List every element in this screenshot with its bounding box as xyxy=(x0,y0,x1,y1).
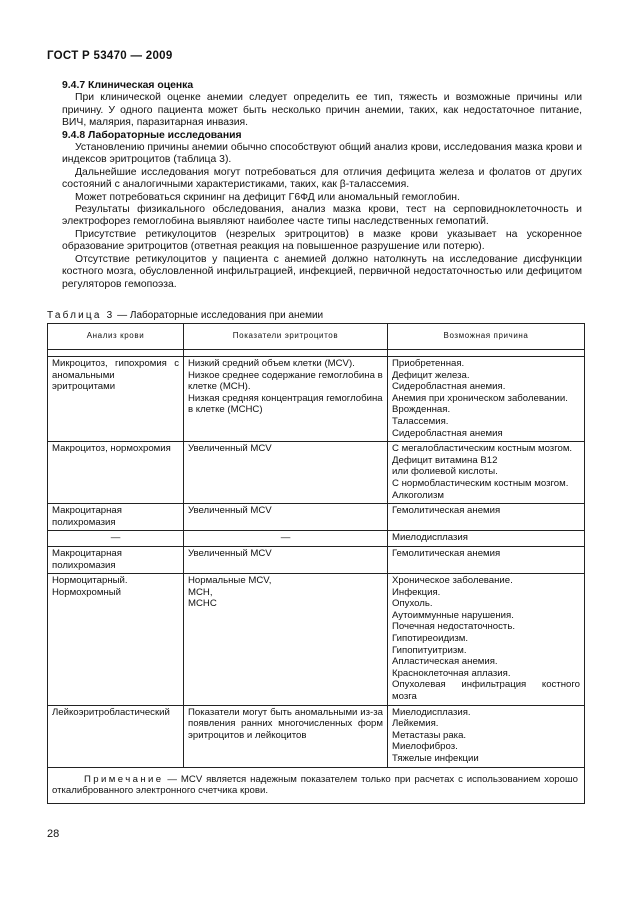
causes-cell xyxy=(388,504,585,531)
cause-line: Инфекция. xyxy=(392,586,441,598)
note-text: — MCV является надежным показателем только при расчетах с использованием хорошо откалиброванного электронного счетчика крови. xyxy=(52,773,578,797)
column-header: Возможная причина xyxy=(388,324,585,350)
indicator-line: Увеличенный MCV xyxy=(188,505,272,517)
cause-line: Гемолитическая анемия xyxy=(392,505,501,517)
causes-cell xyxy=(388,531,585,547)
cause-line: Дефицит железа. xyxy=(392,369,470,381)
cause-line: или фолиевой кислоты. xyxy=(392,466,498,478)
cause-line: Лейкемия. xyxy=(392,718,439,730)
cause-line: Апластическая анемия. xyxy=(392,656,498,668)
indicators-cell xyxy=(184,504,388,531)
table-row xyxy=(48,574,585,706)
cause-line: С мегалобластическим костным мозгом. xyxy=(392,443,573,455)
table-caption xyxy=(47,310,323,321)
indicators-cell xyxy=(184,531,388,547)
causes-cell xyxy=(388,357,585,442)
document-header: ГОСТ Р 53470 — 2009 xyxy=(47,50,173,62)
indicators-cell xyxy=(184,574,388,706)
body-text xyxy=(62,80,582,291)
cause-line: С нормобластическим костным мозгом. xyxy=(392,477,569,489)
cause-line: Алкоголизм xyxy=(392,489,445,501)
indicators-cell xyxy=(184,546,388,573)
column-header: Показатели эритроцитов xyxy=(184,324,388,350)
cause-line: Красноклеточная аплазия. xyxy=(392,667,511,679)
analysis-cell: Макроцитарная полихромазия xyxy=(48,546,184,573)
paragraph: Дальнейшие исследования могут потребоваться для отличия дефицита железа и фолатов от других состояний с аналогичными характеристиками, таких, как β-талассемия. xyxy=(62,166,582,191)
cause-line: Приобретенная. xyxy=(392,358,465,369)
table-row xyxy=(48,546,585,573)
indicator-line: Увеличенный MCV xyxy=(188,547,272,559)
indicator-line: MCH, xyxy=(188,586,213,598)
table-caption-label: Таблица 3 xyxy=(47,310,115,321)
cause-line: Опухолевая инфильтрация костного мозга xyxy=(392,679,580,703)
table-row xyxy=(48,531,585,547)
table-row xyxy=(48,357,585,442)
analysis-cell: Лейкоэритробластический xyxy=(48,705,184,767)
indicator-line: MCHC xyxy=(188,598,217,610)
paragraph: При клинической оценке анемии следует определить ее тип, тяжесть и возможные причины или причину. У одного пациента может быть несколько причин анемии, таких, как недостаточное питание, ВИЧ, малярия, паразитарная инвазия. xyxy=(62,92,582,129)
cause-line: Дефицит витамина B12 xyxy=(392,454,498,466)
indicator-line: Низкая средняя концентрация гемоглобина в клетке (MCHC) xyxy=(188,392,383,416)
cause-line: Хроническое заболевание. xyxy=(392,575,513,587)
lab-tests-table xyxy=(47,323,585,804)
indicator-line: Низкое среднее содержание гемоглобина в клетке (MCH). xyxy=(188,369,383,393)
cause-line: Метастазы рака. xyxy=(392,729,467,741)
cause-line: Аутоиммунные нарушения. xyxy=(392,609,514,621)
indicators-cell xyxy=(184,705,388,767)
indicator-line: Низкий средний объем клетки (MCV). xyxy=(188,358,355,369)
causes-cell xyxy=(388,705,585,767)
cause-line: Врожденная. xyxy=(392,404,451,416)
indicators-cell xyxy=(184,357,388,442)
table-spacer-row xyxy=(48,350,585,357)
paragraph: Результаты физикального обследования, анализ мазка крови, тест на серповидноклеточность и электрофорез гемоглобина выявляют наиболее часте типы наследственных гемопатий. xyxy=(62,204,582,228)
table-row xyxy=(48,442,585,504)
indicator-line: Нормальные MCV, xyxy=(188,575,272,587)
cause-line: Анемия при хроническом заболевании. xyxy=(392,392,568,404)
causes-cell xyxy=(388,574,585,706)
analysis-cell: Макроцитарная полихромазия xyxy=(48,504,184,531)
cause-line: Гипотиреоидизм. xyxy=(392,633,469,645)
paragraph: Присутствие ретикулоцитов (незрелых эритроцитов) в мазке крови указывает на ускоренное образование эритроцитов (ответная реакция на повышенное разрушение или потерю). xyxy=(62,228,582,253)
note-label: Примечание xyxy=(84,773,164,785)
page-number: 28 xyxy=(47,828,60,840)
indicator-line: Увеличенный MCV xyxy=(188,443,272,455)
cause-line: Миелодисплазия. xyxy=(392,706,471,718)
table-header-row xyxy=(48,324,585,350)
analysis-cell: Макроцитоз, нормохромия xyxy=(48,442,184,504)
section-948-title: 9.4.8 Лабораторные исследования xyxy=(62,129,242,141)
cause-line: Почечная недостаточность. xyxy=(392,621,515,633)
table-note xyxy=(48,767,585,803)
paragraph: Может потребоваться скрининг на дефицит Г6ФД или аномальный гемоглобин. xyxy=(75,191,460,203)
cause-line: Миелофиброз. xyxy=(392,741,458,753)
cause-line: Талассемия. xyxy=(392,415,449,427)
table-row xyxy=(48,504,585,531)
table-note-row xyxy=(48,767,585,803)
cause-line: Опухоль. xyxy=(392,598,433,610)
cause-line: Сидеробластная анемия xyxy=(392,427,503,439)
cause-line: Гемолитическая анемия xyxy=(392,547,501,559)
cause-line: Гипопитуитризм. xyxy=(392,644,467,656)
section-947-title: 9.4.7 Клиническая оценка xyxy=(62,80,194,91)
cause-line: Сидеробластная анемия. xyxy=(392,381,506,393)
indicator-line: Показатели могут быть аномальными из-за появления ранних многочисленных форм эритроцитов и лейкоцитов xyxy=(188,706,383,741)
paragraph: Отсутствие ретикулоцитов у пациента с анемией должно натолкнуть на исследование дисфункции костного мозга, обусловленной инфильтрацией, инфекцией, первичной недостаточностью или дефицитом регуляторов гемопоэза. xyxy=(62,253,582,290)
paragraph: Установлению причины анемии обычно способствуют общий анализ крови, исследования мазка крови и индексов эритроцитов (таблица 3). xyxy=(62,142,582,166)
cause-line: Тяжелые инфекции xyxy=(392,753,479,764)
causes-cell xyxy=(388,546,585,573)
indicators-cell xyxy=(184,442,388,504)
causes-cell xyxy=(388,442,585,504)
analysis-cell: — xyxy=(48,531,184,547)
column-header: Анализ крови xyxy=(48,324,184,350)
analysis-cell: Нормоцитарный. Нормохромный xyxy=(48,574,184,706)
analysis-cell: Микроцитоз, гипохромия с аномальными эритроцитами xyxy=(48,357,184,442)
cause-line: Миелодисплазия xyxy=(392,532,468,544)
indicator-line: — xyxy=(280,532,291,544)
table-row xyxy=(48,705,585,767)
table-caption-text: — Лабораторные исследования при анемии xyxy=(114,310,324,321)
